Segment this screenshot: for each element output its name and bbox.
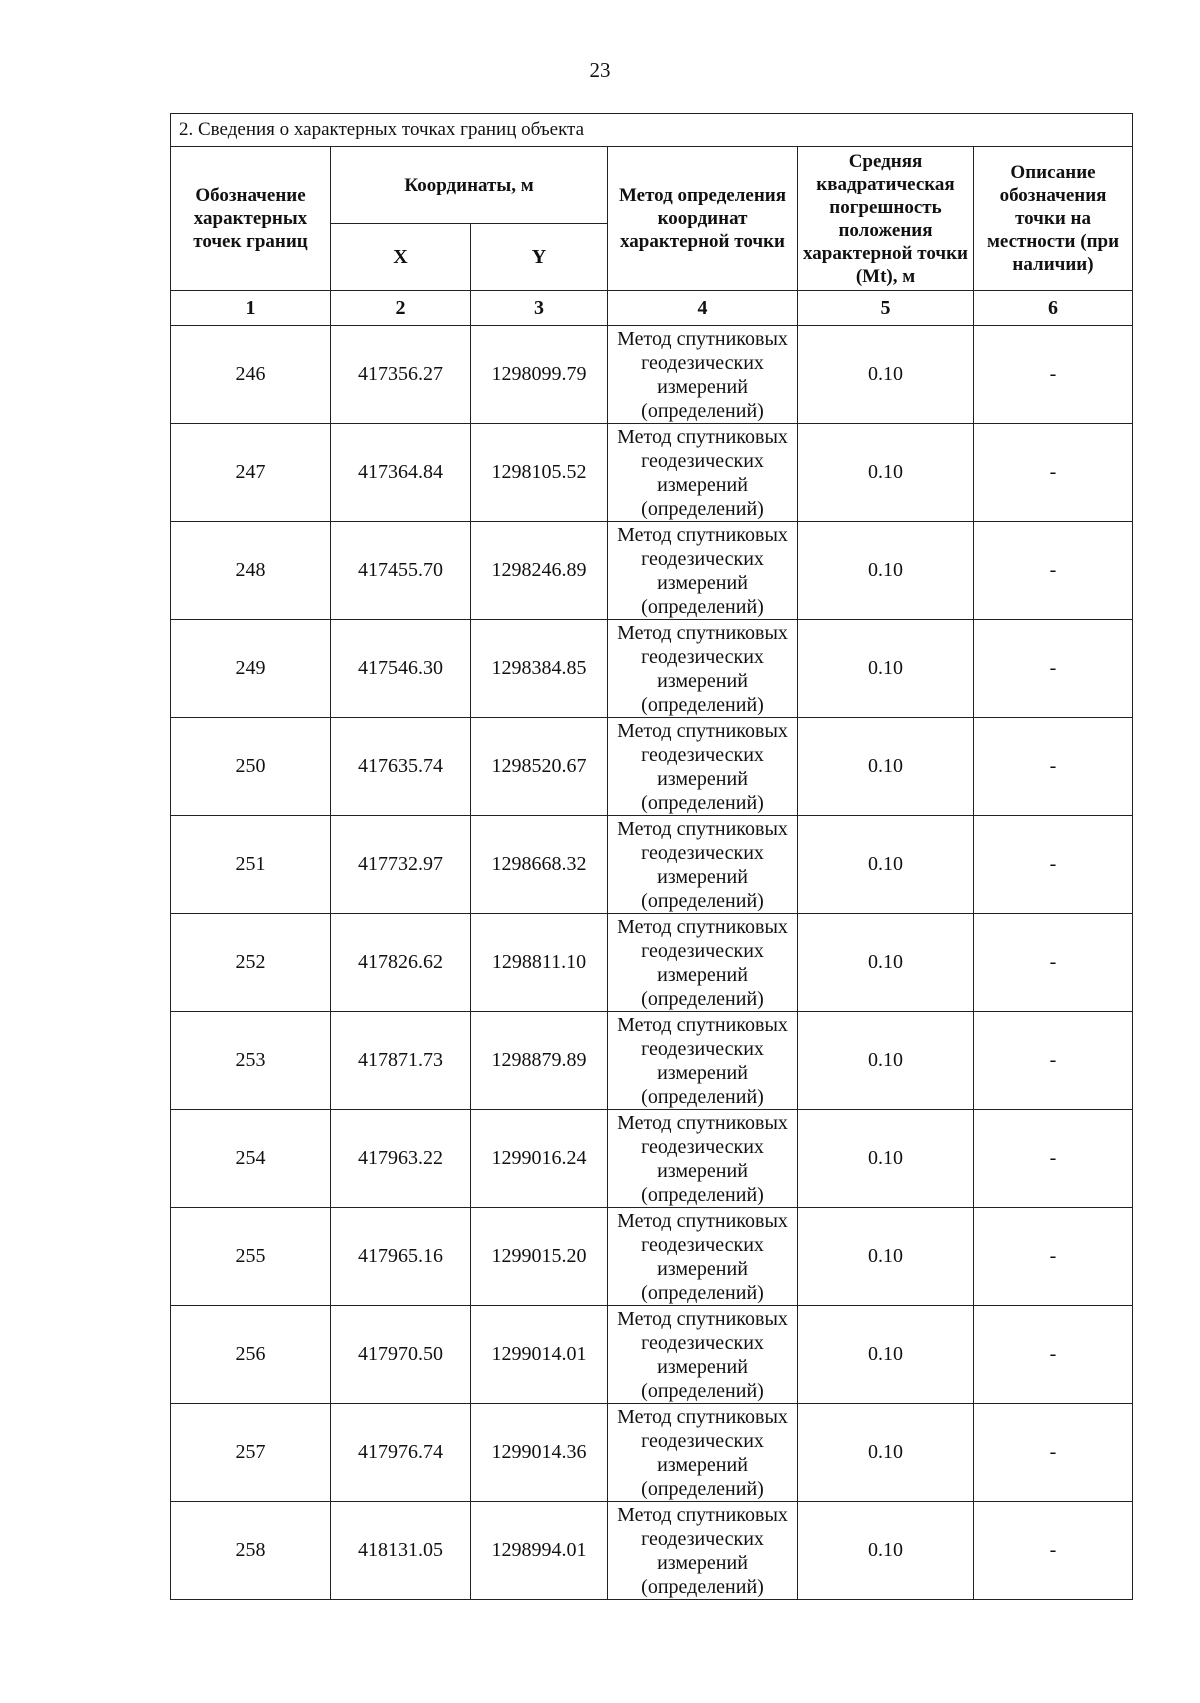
method-line: (определений) bbox=[641, 497, 764, 520]
point-designation: 249 bbox=[171, 620, 331, 718]
method-line: Метод спутниковых bbox=[617, 1209, 788, 1232]
point-designation: 257 bbox=[171, 1404, 331, 1502]
coordinate-y: 1298105.52 bbox=[471, 424, 608, 522]
method-line: геодезических bbox=[641, 841, 764, 864]
method-line: измерений bbox=[657, 767, 748, 790]
mean-error: 0.10 bbox=[798, 1208, 974, 1306]
method-cell bbox=[608, 326, 798, 424]
page-number: 23 bbox=[589, 58, 611, 82]
method-line: измерений bbox=[657, 375, 748, 398]
point-description: - bbox=[974, 620, 1133, 718]
coordinate-x: 417871.73 bbox=[331, 1012, 471, 1110]
mean-error: 0.10 bbox=[798, 1404, 974, 1502]
point-designation: 255 bbox=[171, 1208, 331, 1306]
point-description: - bbox=[974, 1012, 1133, 1110]
method-line: Метод спутниковых bbox=[617, 1503, 788, 1526]
method-line: Метод спутниковых bbox=[617, 719, 788, 742]
method-line: измерений bbox=[657, 669, 748, 692]
coordinate-y: 1298994.01 bbox=[471, 1502, 608, 1600]
method-line: измерений bbox=[657, 473, 748, 496]
coordinate-x: 417356.27 bbox=[331, 326, 471, 424]
method-line: Метод спутниковых bbox=[617, 327, 788, 350]
mean-error: 0.10 bbox=[798, 718, 974, 816]
point-designation: 252 bbox=[171, 914, 331, 1012]
method-line: геодезических bbox=[641, 449, 764, 472]
coordinate-y: 1299015.20 bbox=[471, 1208, 608, 1306]
section-title: 2. Сведения о характерных точках границ объекта bbox=[171, 114, 1133, 147]
table-row bbox=[171, 1502, 1133, 1600]
method-line: (определений) bbox=[641, 1085, 764, 1108]
method-line: (определений) bbox=[641, 1575, 764, 1598]
method-cell bbox=[608, 1012, 798, 1110]
point-designation: 256 bbox=[171, 1306, 331, 1404]
mean-error: 0.10 bbox=[798, 326, 974, 424]
method-line: Метод спутниковых bbox=[617, 1111, 788, 1134]
method-line: геодезических bbox=[641, 1135, 764, 1158]
column-number: 1 bbox=[171, 291, 331, 326]
point-description: - bbox=[974, 914, 1133, 1012]
method-line: геодезических bbox=[641, 1037, 764, 1060]
mean-error: 0.10 bbox=[798, 1502, 974, 1600]
method-cell bbox=[608, 816, 798, 914]
table-row bbox=[171, 522, 1133, 620]
table-row bbox=[171, 816, 1133, 914]
point-description: - bbox=[974, 1502, 1133, 1600]
table-row bbox=[171, 424, 1133, 522]
coordinate-y: 1299014.36 bbox=[471, 1404, 608, 1502]
header-method: Метод определения координат характерной точки bbox=[608, 147, 798, 291]
coordinate-x: 417826.62 bbox=[331, 914, 471, 1012]
method-line: (определений) bbox=[641, 399, 764, 422]
point-designation: 247 bbox=[171, 424, 331, 522]
column-numbers-row bbox=[171, 291, 1133, 326]
coordinate-y: 1298879.89 bbox=[471, 1012, 608, 1110]
coordinate-y: 1298246.89 bbox=[471, 522, 608, 620]
point-description: - bbox=[974, 1208, 1133, 1306]
coordinate-x: 417732.97 bbox=[331, 816, 471, 914]
method-line: (определений) bbox=[641, 889, 764, 912]
point-description: - bbox=[974, 1110, 1133, 1208]
method-line: измерений bbox=[657, 1257, 748, 1280]
coordinate-x: 417546.30 bbox=[331, 620, 471, 718]
method-cell bbox=[608, 914, 798, 1012]
coordinate-y: 1299014.01 bbox=[471, 1306, 608, 1404]
header-mean-error: Средняя квадратическая погрешность положения характерной точки (Mt), м bbox=[798, 147, 974, 291]
table-row bbox=[171, 1012, 1133, 1110]
method-line: (определений) bbox=[641, 595, 764, 618]
method-line: (определений) bbox=[641, 693, 764, 716]
method-cell bbox=[608, 424, 798, 522]
mean-error: 0.10 bbox=[798, 1110, 974, 1208]
point-designation: 248 bbox=[171, 522, 331, 620]
method-line: Метод спутниковых bbox=[617, 425, 788, 448]
method-line: Метод спутниковых bbox=[617, 523, 788, 546]
point-designation: 251 bbox=[171, 816, 331, 914]
column-number: 2 bbox=[331, 291, 471, 326]
method-line: (определений) bbox=[641, 987, 764, 1010]
method-line: измерений bbox=[657, 1551, 748, 1574]
column-number: 5 bbox=[798, 291, 974, 326]
coordinate-x: 417965.16 bbox=[331, 1208, 471, 1306]
method-cell bbox=[608, 1306, 798, 1404]
table-row bbox=[171, 718, 1133, 816]
point-description: - bbox=[974, 326, 1133, 424]
coordinate-y: 1299016.24 bbox=[471, 1110, 608, 1208]
method-line: Метод спутниковых bbox=[617, 1307, 788, 1330]
table-row bbox=[171, 1208, 1133, 1306]
table-row bbox=[171, 1110, 1133, 1208]
mean-error: 0.10 bbox=[798, 816, 974, 914]
boundary-points-table bbox=[170, 113, 1133, 1600]
method-line: Метод спутниковых bbox=[617, 915, 788, 938]
method-line: Метод спутниковых bbox=[617, 817, 788, 840]
table-row bbox=[171, 620, 1133, 718]
table-row bbox=[171, 326, 1133, 424]
mean-error: 0.10 bbox=[798, 620, 974, 718]
method-line: геодезических bbox=[641, 743, 764, 766]
method-line: Метод спутниковых bbox=[617, 621, 788, 644]
method-line: геодезических bbox=[641, 547, 764, 570]
method-line: измерений bbox=[657, 1159, 748, 1182]
table-row bbox=[171, 914, 1133, 1012]
method-cell bbox=[608, 1404, 798, 1502]
table-row bbox=[171, 1404, 1133, 1502]
mean-error: 0.10 bbox=[798, 1012, 974, 1110]
coordinate-y: 1298384.85 bbox=[471, 620, 608, 718]
coordinate-x: 417364.84 bbox=[331, 424, 471, 522]
mean-error: 0.10 bbox=[798, 424, 974, 522]
point-description: - bbox=[974, 718, 1133, 816]
method-line: геодезических bbox=[641, 645, 764, 668]
table-row bbox=[171, 1306, 1133, 1404]
column-number: 6 bbox=[974, 291, 1133, 326]
point-designation: 253 bbox=[171, 1012, 331, 1110]
method-line: Метод спутниковых bbox=[617, 1405, 788, 1428]
coordinate-x: 417635.74 bbox=[331, 718, 471, 816]
method-line: измерений bbox=[657, 963, 748, 986]
coordinate-x: 418131.05 bbox=[331, 1502, 471, 1600]
column-number: 3 bbox=[471, 291, 608, 326]
coordinate-y: 1298520.67 bbox=[471, 718, 608, 816]
method-line: геодезических bbox=[641, 1527, 764, 1550]
point-description: - bbox=[974, 1306, 1133, 1404]
coordinate-x: 417963.22 bbox=[331, 1110, 471, 1208]
method-line: измерений bbox=[657, 571, 748, 594]
header-y: Y bbox=[471, 224, 608, 291]
method-line: Метод спутниковых bbox=[617, 1013, 788, 1036]
column-number: 4 bbox=[608, 291, 798, 326]
coordinate-x: 417970.50 bbox=[331, 1306, 471, 1404]
method-line: (определений) bbox=[641, 1281, 764, 1304]
coordinate-y: 1298099.79 bbox=[471, 326, 608, 424]
method-line: (определений) bbox=[641, 791, 764, 814]
point-designation: 258 bbox=[171, 1502, 331, 1600]
coordinate-y: 1298668.32 bbox=[471, 816, 608, 914]
method-line: измерений bbox=[657, 865, 748, 888]
header-x: X bbox=[331, 224, 471, 291]
method-line: измерений bbox=[657, 1061, 748, 1084]
point-description: - bbox=[974, 522, 1133, 620]
method-line: измерений bbox=[657, 1453, 748, 1476]
coordinate-x: 417455.70 bbox=[331, 522, 471, 620]
method-line: геодезических bbox=[641, 1233, 764, 1256]
point-description: - bbox=[974, 816, 1133, 914]
method-cell bbox=[608, 1110, 798, 1208]
method-cell bbox=[608, 1208, 798, 1306]
method-line: геодезических bbox=[641, 1429, 764, 1452]
mean-error: 0.10 bbox=[798, 914, 974, 1012]
method-cell bbox=[608, 1502, 798, 1600]
mean-error: 0.10 bbox=[798, 1306, 974, 1404]
method-cell bbox=[608, 522, 798, 620]
point-designation: 254 bbox=[171, 1110, 331, 1208]
method-line: геодезических bbox=[641, 939, 764, 962]
point-description: - bbox=[974, 1404, 1133, 1502]
method-line: (определений) bbox=[641, 1379, 764, 1402]
method-line: измерений bbox=[657, 1355, 748, 1378]
mean-error: 0.10 bbox=[798, 522, 974, 620]
point-designation: 246 bbox=[171, 326, 331, 424]
point-designation: 250 bbox=[171, 718, 331, 816]
coordinate-x: 417976.74 bbox=[331, 1404, 471, 1502]
coordinate-y: 1298811.10 bbox=[471, 914, 608, 1012]
method-line: (определений) bbox=[641, 1477, 764, 1500]
point-description: - bbox=[974, 424, 1133, 522]
method-cell bbox=[608, 620, 798, 718]
header-point-designation: Обозначение характерных точек границ bbox=[171, 147, 331, 291]
method-cell bbox=[608, 718, 798, 816]
header-coordinates: Координаты, м bbox=[331, 147, 608, 224]
method-line: (определений) bbox=[641, 1183, 764, 1206]
method-line: геодезических bbox=[641, 351, 764, 374]
header-description: Описание обозначения точки на местности (при наличии) bbox=[974, 147, 1133, 291]
method-line: геодезических bbox=[641, 1331, 764, 1354]
